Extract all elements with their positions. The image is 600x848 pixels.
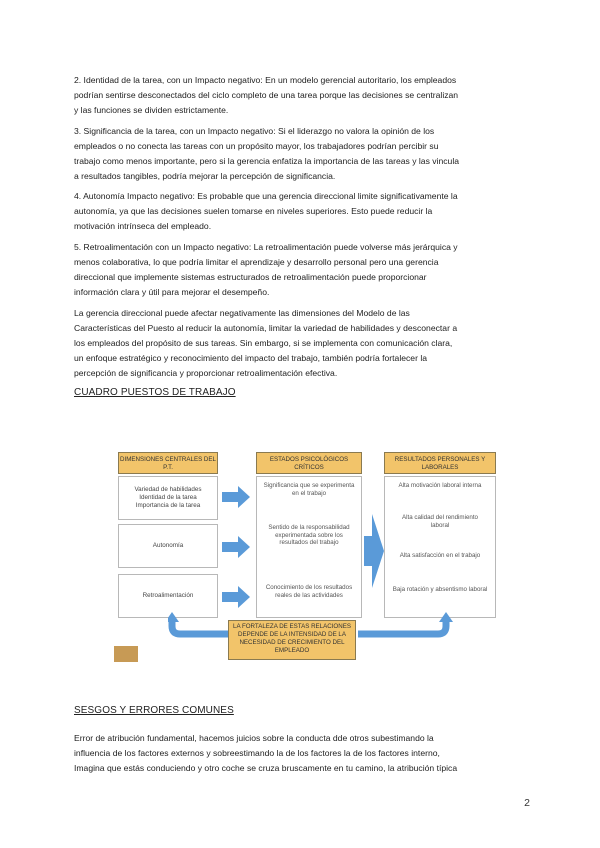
moderator-note: LA FORTALEZA DE ESTAS RELACIONES DEPENDE DE LA INTENSIDAD DE LA NECESIDAD DE CRECIMIENTO DEL EMPLEADO (228, 620, 356, 660)
text-line: empleados o no conecta las tareas con un propósito mayor, los trabajadores podrían percibir su (74, 141, 439, 151)
header-dimensiones: DIMENSIONES CENTRALES DEL P.T. (118, 452, 218, 474)
header-estados: ESTADOS PSICOLÓGICOS CRÍTICOS (256, 452, 362, 474)
text-line: y las funciones se dividen estrictamente. (74, 105, 229, 115)
text-line: podrían sentirse desconectados del ciclo completo de una tarea porque las decisiones se centralizan (74, 90, 459, 100)
arrow-right-icon (222, 536, 250, 558)
paragraph-conclusion (74, 306, 530, 381)
text-line: direccional que implemente sistemas estructurados de retroalimentación puede proporcionar (74, 272, 427, 282)
text-line: motivación intrínseca del empleado. (74, 221, 212, 231)
text-line: 3. Significancia de la tarea, con un Impacto negativo: Si el liderazgo no valora la opinión de los (74, 126, 435, 136)
dimension-autonomy: Autonomía (118, 524, 218, 568)
job-characteristics-diagram (112, 446, 496, 662)
paragraph-autonomy (74, 189, 530, 234)
arrow-up-icon (168, 612, 179, 622)
arrow-right-icon (364, 514, 384, 588)
result-low-turnover: Baja rotación y absentismo laboral (392, 586, 488, 593)
state-significance: Significancia que se experimenta en el trabajo (263, 482, 355, 497)
arrow-up-icon (439, 612, 453, 622)
state-responsibility: Sentido de la responsabilidad experimentada sobre los resultados del trabajo (268, 524, 350, 547)
text-line: información clara y útil para mejorar el desempeño. (74, 287, 270, 297)
result-motivation: Alta motivación laboral interna (398, 482, 482, 489)
arrow-states-to-results (364, 506, 384, 596)
text-line: percepción de significancia y proporcionar retroalimentación efectiva. (74, 368, 338, 378)
arrows-dim-to-state (222, 486, 252, 616)
state-knowledge: Conocimiento de los resultados reales de las actividades (265, 584, 353, 599)
result-quality: Alta calidad del rendimiento laboral (401, 514, 478, 529)
text-line: Imagina que estás conduciendo y otro coche se cruza bruscamente en tu camino, la atribución típica (74, 763, 458, 773)
logo-stamp (114, 646, 138, 662)
text-line: Características del Puesto al reducir la autonomía, limitar la variedad de habilidades y desconectar a (74, 323, 458, 333)
text-line: influencia de los factores externos y sobreestimando la de los factores la de los factores interno, (74, 748, 440, 758)
dimension-skills-identity-importance: Variedad de habilidades Identidad de la tarea Importancia de la tarea (118, 476, 218, 520)
paragraph-sesgos (74, 731, 530, 776)
text-line: 4. Autonomía Impacto negativo: Es probable que una gerencia direccional limite significativamente la (74, 191, 458, 201)
arrow-right-icon (222, 486, 250, 508)
header-resultados: RESULTADOS PERSONALES Y LABORALES (384, 452, 496, 474)
heading-sesgos: SESGOS Y ERRORES COMUNES (74, 705, 234, 716)
text-line: autonomía, ya que las decisiones suelen tomarse en niveles superiores. Esto puede reducir la (74, 206, 433, 216)
dimension-feedback: Retroalimentación (118, 574, 218, 618)
heading-cuadro-puestos: CUADRO PUESTOS DE TRABAJO (74, 387, 236, 398)
text-line: La gerencia direccional puede afectar negativamente las dimensiones del Modelo de las (74, 308, 410, 318)
text-line: a resultados tangibles, podría mejorar la percepción de significancia. (74, 171, 336, 181)
results-frame (384, 476, 496, 618)
arrow-right-icon (222, 586, 250, 608)
text-line: 2. Identidad de la tarea, con un Impacto negativo: En un modelo gerencial autoritario, los empleados (74, 75, 457, 85)
text-line: Error de atribución fundamental, hacemos juicios sobre la conducta dde otros subestimando la (74, 733, 434, 743)
text-line: menos colaborativa, lo que podría limitar el aprendizaje y desarrollo personal pero una gerencia (74, 257, 439, 267)
paragraph-task-significance (74, 124, 530, 184)
page-number: 2 (524, 797, 530, 809)
text-line: los empleados del propósito de sus tareas. Sin embargo, si se implementa con comunicación clara, (74, 338, 453, 348)
result-satisfaction: Alta satisfacción en el trabajo (399, 552, 481, 559)
text-line: 5. Retroalimentación con un Impacto negativo: La retroalimentación puede volverse más jerárquica y (74, 242, 458, 252)
paragraph-task-identity (74, 73, 530, 118)
paragraph-feedback (74, 240, 530, 300)
text-line: un enfoque estratégico y reconocimiento del impacto del trabajo, también podría fortalecer la (74, 353, 428, 363)
text-line: trabajo como menos importante, pero si la gerencia enfatiza la importancia de las tareas y las vincula (74, 156, 460, 166)
